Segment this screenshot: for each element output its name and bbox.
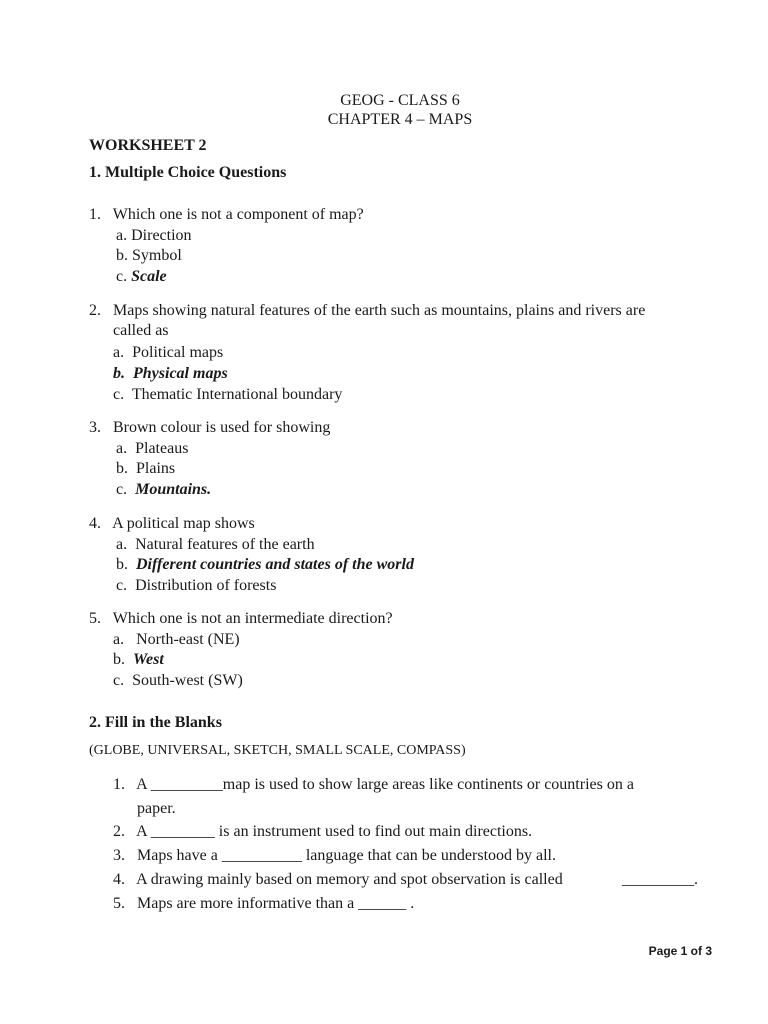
blank-item-4-blank: _________. xyxy=(622,871,698,888)
item-text: Maps have a __________ language that can be understood by all. xyxy=(137,847,556,864)
section-heading-fill-blanks: 2. Fill in the Blanks xyxy=(89,714,222,731)
item-number: 1. xyxy=(113,776,125,793)
option-label: c. xyxy=(113,672,125,689)
option-1b xyxy=(116,246,182,266)
question-4 xyxy=(89,514,255,534)
option-5b xyxy=(113,650,164,670)
option-label: b. xyxy=(116,556,128,573)
option-label: c. xyxy=(116,268,128,285)
option-3c xyxy=(116,480,211,500)
option-label: a. xyxy=(116,536,128,553)
option-4c xyxy=(116,576,276,596)
option-text: Plains xyxy=(136,460,176,477)
option-5a xyxy=(113,630,240,650)
chapter-title: CHAPTER 4 – MAPS xyxy=(327,111,473,128)
question-1 xyxy=(89,205,364,225)
item-number: 5. xyxy=(113,895,125,912)
option-text: Distribution of forests xyxy=(135,577,277,594)
word-bank: (GLOBE, UNIVERSAL, SKETCH, SMALL SCALE, COMPASS) xyxy=(89,743,466,758)
option-1c xyxy=(116,267,167,287)
question-2-continued: called as xyxy=(113,322,169,339)
answer-text: Physical maps xyxy=(133,365,228,382)
answer-text: Mountains. xyxy=(135,481,212,498)
worksheet-title: WORKSHEET 2 xyxy=(89,137,207,154)
question-5 xyxy=(89,609,393,629)
option-3a xyxy=(116,439,188,459)
blank-item-3 xyxy=(113,846,556,866)
option-label: b. xyxy=(113,365,125,382)
option-label: b. xyxy=(116,247,128,264)
option-label: c. xyxy=(116,481,128,498)
option-label: b. xyxy=(116,460,128,477)
option-text: Political maps xyxy=(132,344,224,361)
question-text: Which one is not an intermediate direction? xyxy=(112,610,393,627)
question-text: Maps showing natural features of the earth such as mountains, plains and rivers are xyxy=(113,302,646,319)
answer-text: West xyxy=(133,651,164,668)
subject-class-title: GEOG - CLASS 6 xyxy=(340,92,460,109)
blank-item-1-continued: paper. xyxy=(137,800,176,817)
option-text: Thematic International boundary xyxy=(131,386,343,403)
option-2b xyxy=(113,364,228,384)
option-label: a. xyxy=(113,344,125,361)
question-number: 3. xyxy=(89,419,101,436)
question-text: Which one is not a component of map? xyxy=(112,206,364,223)
option-text: Symbol xyxy=(132,247,182,264)
answer-text: Scale xyxy=(131,268,167,285)
option-label: a. xyxy=(116,440,128,457)
item-number: 3. xyxy=(113,847,125,864)
item-number: 2. xyxy=(113,823,125,840)
option-2c xyxy=(113,385,342,405)
option-4b xyxy=(116,555,414,575)
option-label: c. xyxy=(116,577,128,594)
option-text: North-east (NE) xyxy=(136,631,240,648)
option-4a xyxy=(116,535,315,555)
option-3b xyxy=(116,459,175,479)
question-3 xyxy=(89,418,330,438)
question-number: 4. xyxy=(89,515,101,532)
option-1a xyxy=(116,226,192,246)
option-label: a. xyxy=(116,227,128,244)
section-heading-mcq: 1. Multiple Choice Questions xyxy=(89,164,287,181)
blank-item-5 xyxy=(113,894,414,914)
question-number: 1. xyxy=(89,206,101,223)
blank-item-2 xyxy=(113,822,532,842)
option-5c xyxy=(113,671,243,691)
answer-text: Different countries and states of the world xyxy=(136,556,414,573)
item-text: Maps are more informative than a ______ . xyxy=(137,895,415,912)
option-text: South-west (SW) xyxy=(132,672,243,689)
question-2 xyxy=(89,301,645,321)
question-text: Brown colour is used for showing xyxy=(113,419,331,436)
blank-item-1 xyxy=(113,775,634,795)
question-number: 2. xyxy=(89,302,101,319)
option-text: Direction xyxy=(131,227,192,244)
blank-item-4 xyxy=(113,870,563,890)
item-number: 4. xyxy=(113,871,125,888)
option-label: b. xyxy=(113,651,125,668)
question-text: A political map shows xyxy=(112,515,255,532)
document-header xyxy=(0,92,768,129)
option-label: c. xyxy=(113,386,125,403)
option-text: Natural features of the earth xyxy=(135,536,315,553)
page-number: Page 1 of 3 xyxy=(648,944,712,958)
option-text: Plateaus xyxy=(135,440,189,457)
item-text: A drawing mainly based on memory and spot observation is called xyxy=(136,871,563,888)
item-text: A _________map is used to show large areas like continents or countries on a xyxy=(136,776,634,793)
option-label: a. xyxy=(113,631,125,648)
option-2a xyxy=(113,343,223,363)
question-number: 5. xyxy=(89,610,101,627)
item-text: A ________ is an instrument used to find out main directions. xyxy=(136,823,533,840)
